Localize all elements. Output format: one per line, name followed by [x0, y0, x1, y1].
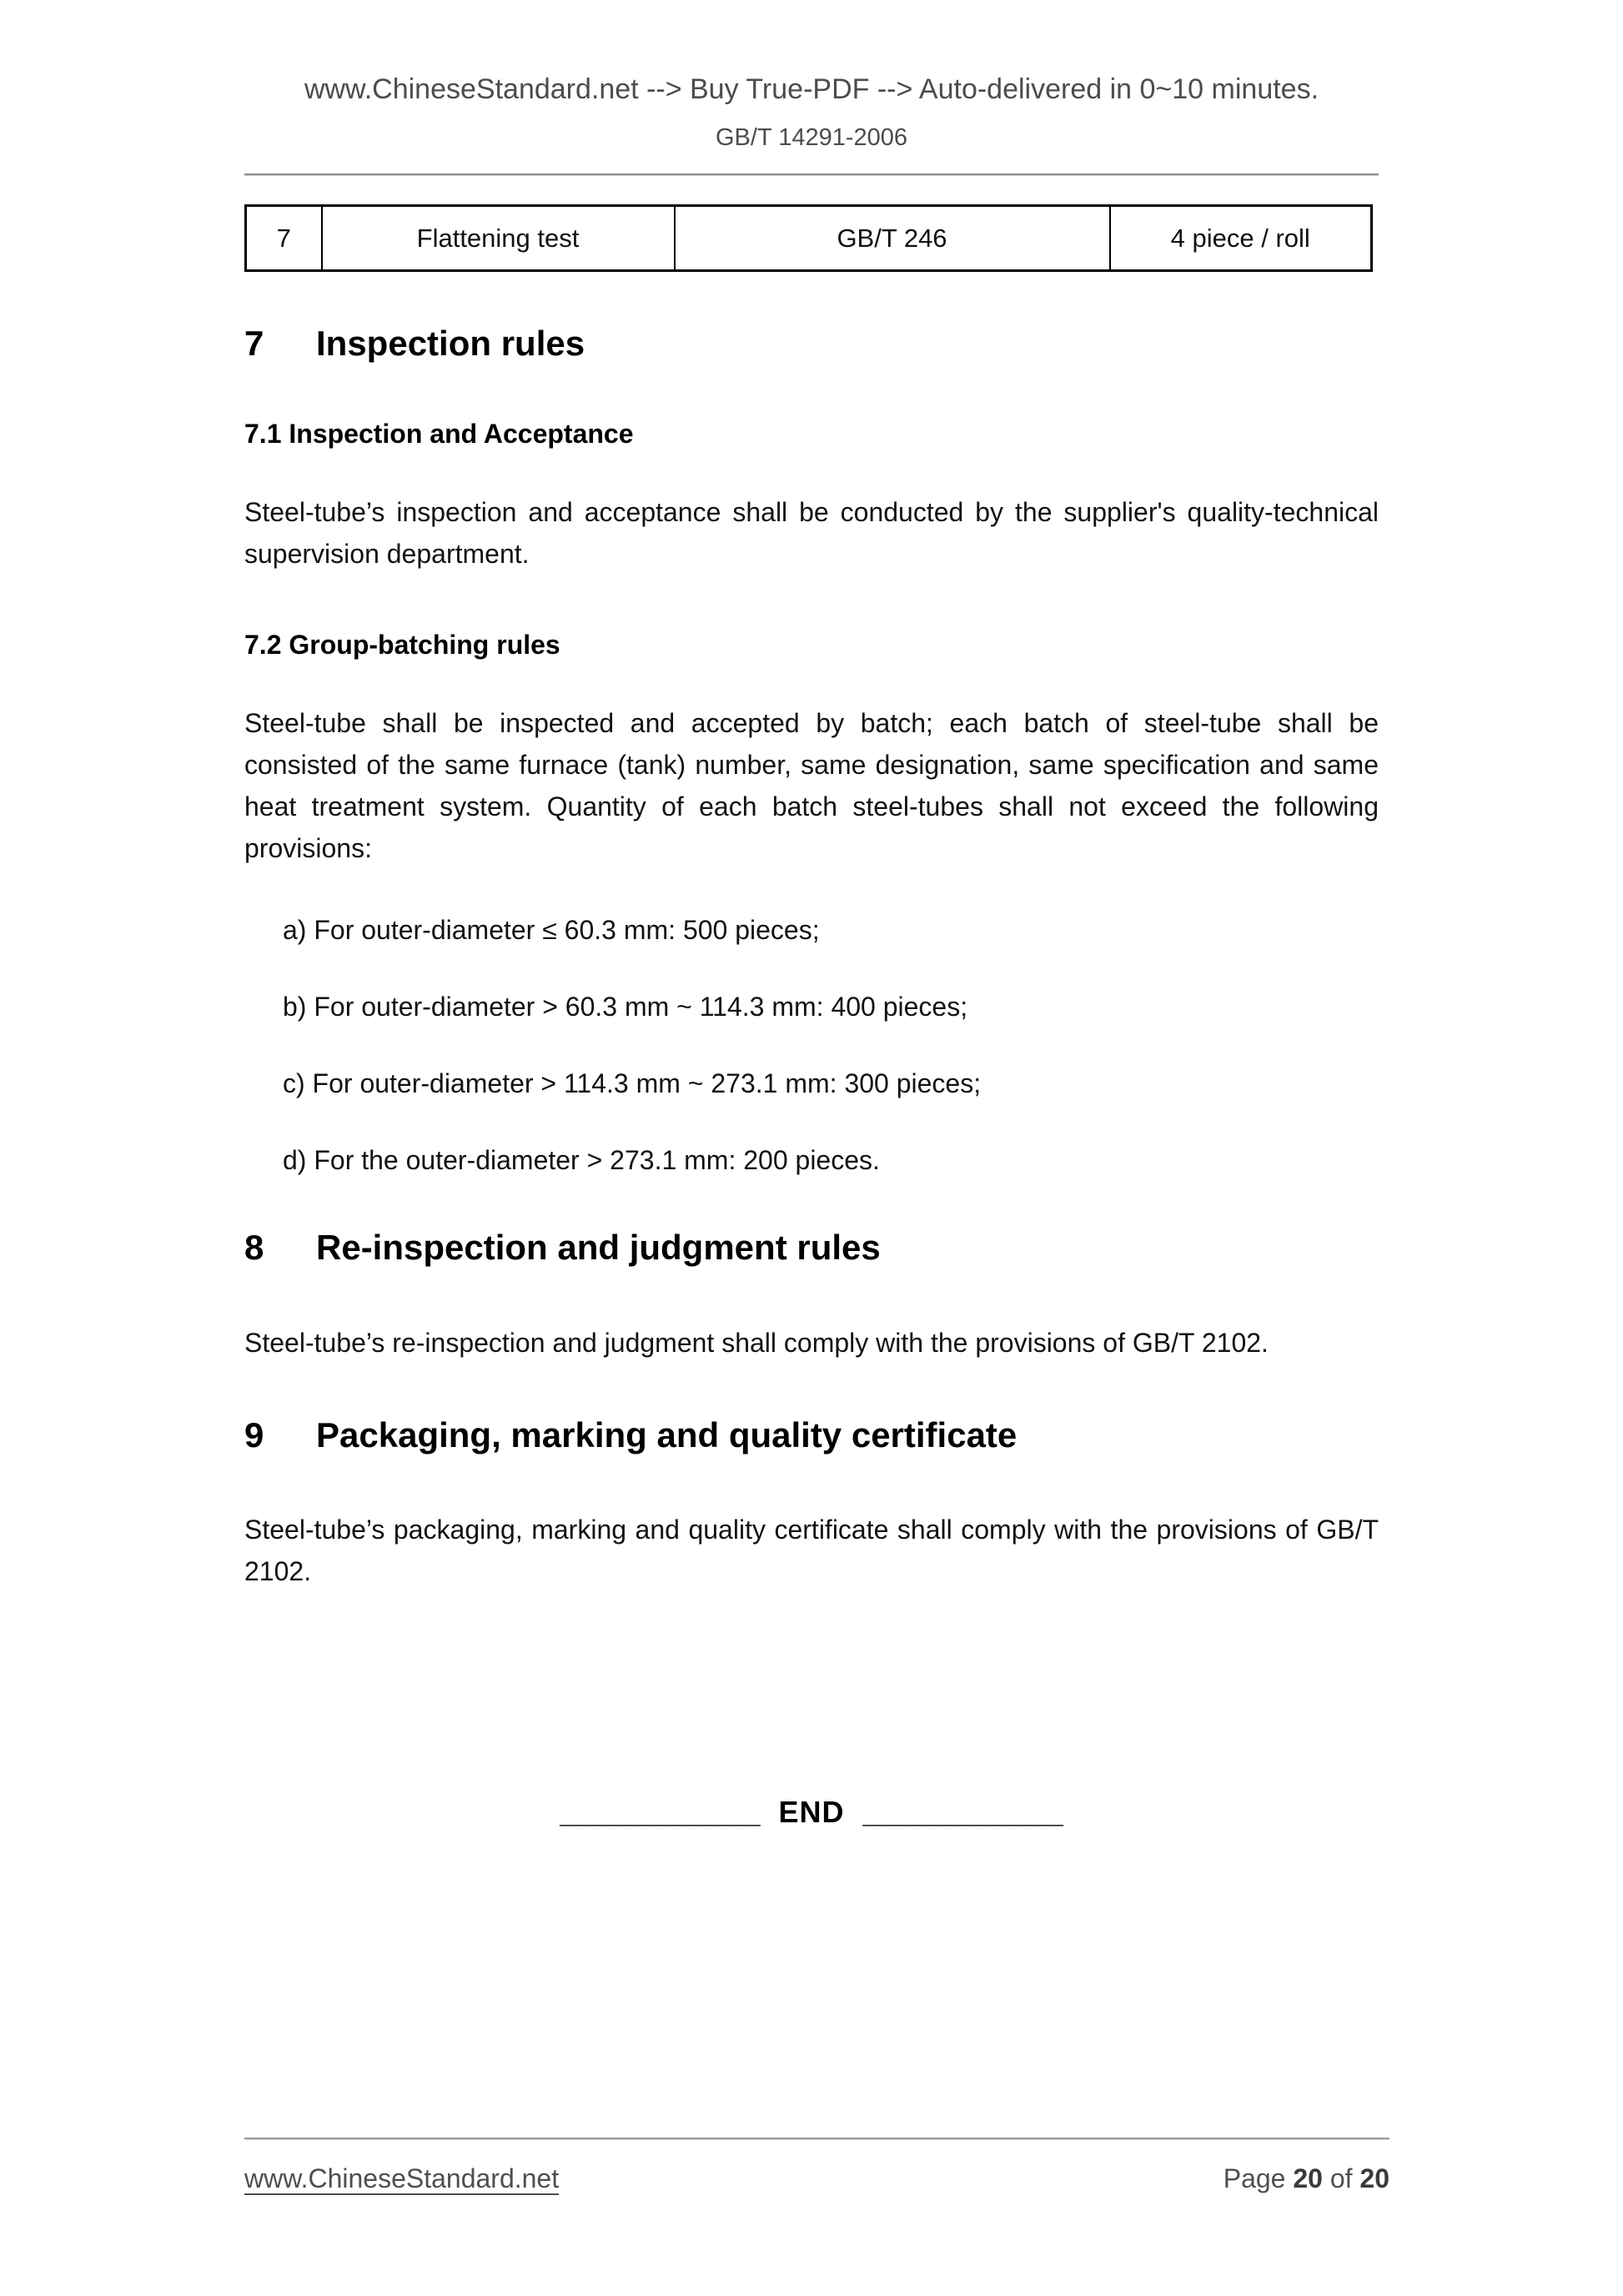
section-7-title: Inspection rules: [316, 324, 585, 363]
footer-rule: [244, 2138, 1389, 2140]
total-pages-number: 20: [1359, 2163, 1389, 2193]
end-marker-left-rule: ____________: [560, 1794, 761, 1829]
end-marker-label: END: [778, 1794, 845, 1829]
table-cell-sampling-quantity: 4 piece / roll: [1110, 206, 1372, 271]
section-9-number: 9: [244, 1414, 264, 1454]
section-9-title: Packaging, marking and quality certificate: [316, 1414, 1018, 1454]
table-cell-test-item: Flattening test: [322, 206, 675, 271]
section-8-number: 8: [244, 1228, 264, 1268]
end-marker: [244, 1795, 1379, 1830]
current-page-number: 20: [1293, 2163, 1323, 2193]
section-7-2-heading: 7.2 Group-batching rules: [244, 630, 560, 661]
section-8-heading: [244, 1228, 1379, 1268]
of-word: of: [1329, 2163, 1353, 2193]
end-marker-right-rule: ____________: [862, 1794, 1063, 1829]
page-indicator: [1224, 2163, 1389, 2194]
section-9-paragraph: Steel-tube’s packaging, marking and quality certificate shall comply with the provisions of GB/T 2102.: [244, 1514, 1379, 1586]
section-9-heading: [244, 1415, 1379, 1455]
page-word: Page: [1223, 2163, 1286, 2193]
section-8-paragraph: Steel-tube’s re-inspection and judgment shall comply with the provisions of GB/T 2102.: [244, 1327, 1269, 1358]
section-7-2-paragraph: Steel-tube shall be inspected and accepted by batch; each batch of steel-tube shall be consisted of the same furnace (tank) number, same designation, same specification and same heat treatment system. Quantity of each batch steel-tubes shall not exceed the following provisions:: [244, 708, 1379, 864]
section-7-1-paragraph: Steel-tube’s inspection and acceptance shall be conducted by the supplier's quality-technical supervision department.: [244, 497, 1379, 570]
list-item-c: c) For outer-diameter > 114.3 mm ~ 273.1 mm: 300 pieces;: [283, 1068, 982, 1099]
header-tagline: www.ChineseStandard.net --> Buy True-PDF --> Auto-delivered in 0~10 minutes.: [304, 73, 1319, 105]
test-items-table: [244, 204, 1373, 272]
table-row: [246, 206, 1372, 271]
standard-code: GB/T 14291-2006: [715, 124, 908, 151]
list-item-a: a) For outer-diameter ≤ 60.3 mm: 500 pieces;: [283, 915, 820, 946]
footer: [244, 2163, 1389, 2194]
footer-website-link[interactable]: www.ChineseStandard.net: [244, 2163, 560, 2193]
section-7-heading: [244, 324, 1379, 364]
table-cell-test-method: GB/T 246: [675, 206, 1110, 271]
section-7-number: 7: [244, 324, 264, 363]
list-item-b: b) For outer-diameter > 60.3 mm ~ 114.3 mm: 400 pieces;: [283, 992, 968, 1022]
header-rule: [244, 173, 1379, 176]
section-8-title: Re-inspection and judgment rules: [316, 1228, 881, 1268]
section-7-1-heading: 7.1 Inspection and Acceptance: [244, 419, 634, 450]
table-cell-index: 7: [246, 206, 322, 271]
list-item-d: d) For the outer-diameter > 273.1 mm: 200 pieces.: [283, 1145, 880, 1176]
